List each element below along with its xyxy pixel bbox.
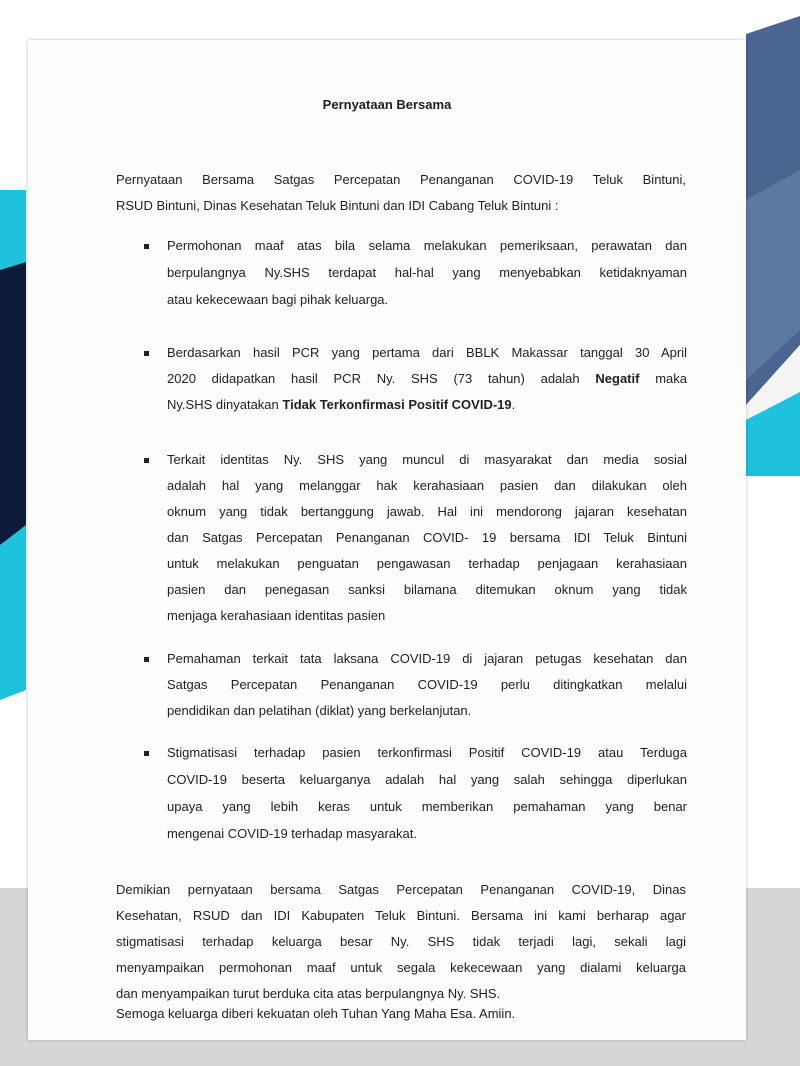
bullet1-line: Permohonan maaf atas bila selama melakukan pemeriksaan, perawatan dan	[167, 238, 687, 253]
bullet3-line: adalah hal yang melanggar hak kerahasiaan pasien dan dilakukan oleh	[167, 478, 687, 493]
closing-line: menyampaikan permohonan maaf untuk segala kekecewaan yang dialami keluarga	[116, 960, 686, 975]
negatif-emphasis: Negatif	[595, 371, 640, 386]
bullet-marker	[144, 244, 149, 249]
left-cyan-block	[0, 525, 26, 700]
bullet5-line: upaya yang lebih keras untuk memberikan pemahaman yang benar	[167, 799, 687, 814]
closing-line: Demikian pernyataan bersama Satgas Percepatan Penanganan COVID-19, Dinas	[116, 882, 686, 897]
bullet-marker	[144, 458, 149, 463]
bullet2-line: 2020 didapatkan hasil PCR Ny. SHS (73 tahun) adalah Negatif maka	[167, 371, 687, 386]
document-title: Pernyataan Bersama	[322, 97, 452, 112]
left-cyan-strip-top	[0, 190, 26, 270]
bullet1-line: atau kekecewaan bagi pihak keluarga.	[167, 292, 389, 307]
closing-line: stigmatisasi terhadap keluarga besar Ny. SHS tidak terjadi lagi, sekali lagi	[116, 934, 686, 949]
bullet4-line: pendidikan dan pelatihan (diklat) yang berkelanjutan.	[167, 703, 472, 718]
bullet1-line: berpulangnya Ny.SHS terdapat hal-hal yang menyebabkan ketidaknyaman	[167, 265, 687, 280]
closing-line: Kesehatan, RSUD dan IDI Kabupaten Teluk Bintuni. Bersama ini kami berharap agar	[116, 908, 686, 923]
intro-line: Pernyataan Bersama Satgas Percepatan Penanganan COVID-19 Teluk Bintuni,	[116, 172, 686, 187]
bullet3-line: pasien dan penegasan sanksi bilamana ditemukan oknum yang tidak	[167, 582, 687, 597]
bullet3-line: oknum yang tidak bertanggung jawab. Hal ini mendorong jajaran kesehatan	[167, 504, 687, 519]
left-navy-block	[0, 262, 26, 545]
bullet5-line: Stigmatisasi terhadap pasien terkonfirmasi Positif COVID-19 atau Terduga	[167, 745, 687, 760]
bullet-marker	[144, 751, 149, 756]
closing-line: Semoga keluarga diberi kekuatan oleh Tuhan Yang Maha Esa. Amiin.	[116, 1006, 516, 1021]
bullet3-line: menjaga kerahasiaan identitas pasien	[167, 608, 386, 623]
bullet5-line: COVID-19 beserta keluarganya adalah hal yang salah sehingga diperlukan	[167, 772, 687, 787]
bullet4-line: Pemahaman terkait tata laksana COVID-19 di jajaran petugas kesehatan dan	[167, 651, 687, 666]
bullet3-line: Terkait identitas Ny. SHS yang muncul di masyarakat dan media sosial	[167, 452, 687, 467]
bullet-marker	[144, 657, 149, 662]
bullet-marker	[144, 351, 149, 356]
tidak-terkonfirmasi-emphasis: Tidak Terkonfirmasi Positif COVID-19	[282, 397, 512, 412]
bullet3-line: dan Satgas Percepatan Penanganan COVID- 19 bersama IDI Teluk Bintuni	[167, 530, 687, 545]
bullet2-line: Berdasarkan hasil PCR yang pertama dari BBLK Makassar tanggal 30 April	[167, 345, 687, 360]
bullet2-line: Ny.SHS dinyatakan Tidak Terkonfirmasi Positif COVID-19.	[167, 397, 516, 412]
bullet5-line: mengenai COVID-19 terhadap masyarakat.	[167, 826, 418, 841]
document-paper	[28, 40, 746, 1040]
bullet4-line: Satgas Percepatan Penanganan COVID-19 perlu ditingkatkan melalui	[167, 677, 687, 692]
closing-line: dan menyampaikan turut berduka cita atas berpulangnya Ny. SHS.	[116, 986, 501, 1001]
intro-line: RSUD Bintuni, Dinas Kesehatan Teluk Bintuni dan IDI Cabang Teluk Bintuni :	[116, 198, 559, 213]
bullet3-line: untuk melakukan penguatan pengawasan terhadap penjagaan kerahasiaan	[167, 556, 687, 571]
